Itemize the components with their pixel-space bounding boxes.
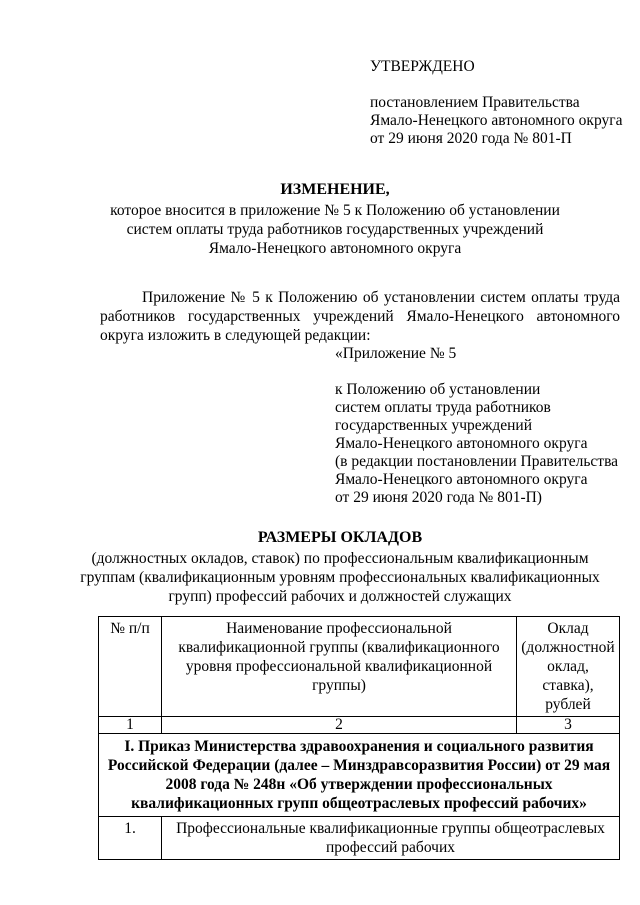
header-number-cell: № п/п (99, 617, 162, 717)
table-section-row (99, 734, 620, 817)
appendix-line: (в редакции постановлении Правительства (335, 453, 619, 470)
change-subtitle-line: Ямало-Ненецкого автономного округа (208, 240, 462, 257)
approval-line: Ямало-Ненецкого автономного округа (370, 112, 623, 129)
table-row (99, 817, 620, 860)
table-column-number-row (99, 717, 620, 734)
change-title: ИЗМЕНЕНИЕ, (280, 181, 390, 198)
appendix-line: к Положению об установлении (335, 381, 541, 398)
approval-heading: УТВЕРЖДЕНО (370, 58, 475, 75)
sizes-title-block (80, 528, 600, 606)
sizes-subtitle-line: групп) профессий рабочих и должностей служащих (168, 588, 512, 605)
appendix-line: Ямало-Ненецкого автономного округа (335, 435, 588, 452)
intro-line: Приложение № 5 к Положению об установлении систем оплаты труда (142, 289, 620, 306)
change-subtitle-line: систем оплаты труда работников государственных учреждений (126, 221, 544, 238)
column-number-cell: 2 (162, 717, 517, 734)
sizes-title: РАЗМЕРЫ ОКЛАДОВ (257, 529, 423, 546)
header-name-cell: Наименование профессиональной квалификационной группы (квалификационного уровня профессиональной квалификационной группы) (162, 617, 517, 717)
header-salary-cell: Оклад (должностной оклад, ставка), рублей (517, 617, 620, 717)
appendix-line: систем оплаты труда работников (335, 399, 551, 416)
intro-line: работников государственных учреждений Ямало-Ненецкого автономного (100, 308, 620, 325)
approval-line: постановлением Правительства (370, 94, 580, 111)
row-name-cell: Профессиональные квалификационные группы общеотраслевых профессий рабочих (162, 817, 620, 860)
appendix-heading: «Приложение № 5 (335, 345, 457, 362)
appendix-block (335, 345, 618, 507)
change-title-block (40, 180, 630, 258)
change-subtitle-line: которое вносится в приложение № 5 к Положению об установлении (110, 202, 560, 219)
salary-table (98, 616, 620, 860)
appendix-line: от 29 июня 2020 года № 801-П) (335, 489, 542, 506)
approval-line: от 29 июня 2020 года № 801-П (370, 130, 572, 147)
table-header-row (99, 617, 620, 717)
sizes-subtitle-line: (должностных окладов, ставок) по профессиональным квалификационным (91, 550, 589, 567)
row-number-cell: 1. (99, 817, 162, 860)
approval-block (370, 58, 622, 148)
intro-line: округа изложить в следующей редакции: (100, 327, 371, 344)
sizes-subtitle-line: группам (квалификационным уровням профессиональных квалификационных (80, 569, 600, 586)
appendix-line: государственных учреждений (335, 417, 532, 434)
section-heading-cell: I. Приказ Министерства здравоохранения и социального развития Российской Федерации (далее – Минздравсоразвития России) от 29 мая 2008 года № 248н «Об утверждении профессиональных квалификационных групп общеотраслевых профессий рабочих» (99, 734, 620, 817)
column-number-cell: 3 (517, 717, 620, 734)
appendix-line: Ямало-Ненецкого автономного округа (335, 471, 588, 488)
column-number-cell: 1 (99, 717, 162, 734)
